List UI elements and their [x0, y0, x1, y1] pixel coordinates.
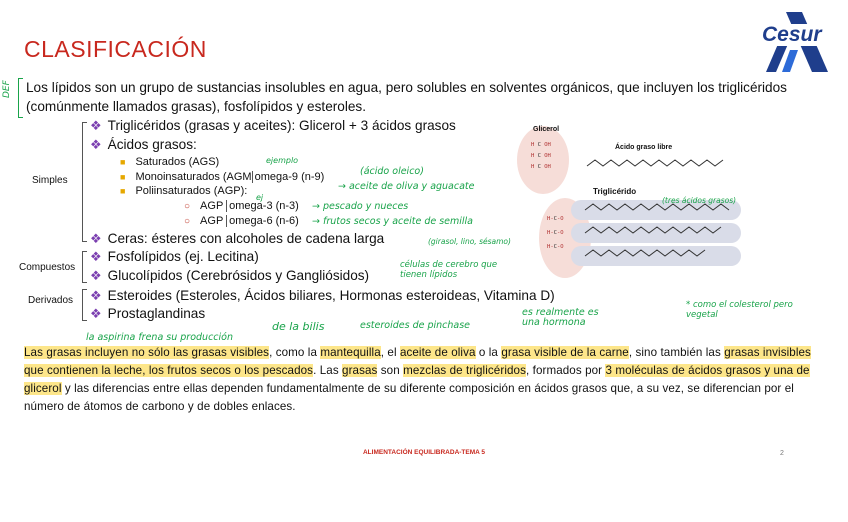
logo-text: Cesur [762, 23, 822, 46]
note-bilis: de la bilis [272, 320, 325, 333]
paragraph-text: , sino también las [628, 346, 725, 359]
bullet-glucolipidos: ❖ Glucolípidos (Cerebrósidos y Gangliósidos) [90, 268, 370, 283]
paragraph-text: o la [475, 346, 502, 359]
diagram-acido-libre-label: Ácido graso libre [615, 144, 673, 151]
paragraph-text: son [377, 364, 404, 377]
diamond-icon: ❖ [90, 268, 102, 283]
bullet-esteroides: ❖ Esteroides (Esteroles, Ácidos biliares, Hormonas esteroideas, Vitamina D) [90, 288, 555, 303]
label-compuestos: Compuestos [19, 262, 76, 273]
paragraph-text: , como la [269, 346, 321, 359]
circle-bullet-icon: ○ [184, 216, 191, 227]
note-pinchase: esteroides de pinchase [360, 320, 471, 331]
note-tres-acidos: (tres ácidos grasos) [662, 196, 737, 205]
highlighted-text: aceite de oliva [399, 346, 476, 359]
paragraph-text: . Las [313, 364, 343, 377]
diagram-trigliceridos-label: Triglicérido [593, 187, 637, 196]
highlighted-text: mezclas de triglicéridos [403, 364, 526, 377]
sub-agp-omega3: ○ AGP omega-3 (n-3) [184, 200, 299, 212]
square-bullet-icon: ■ [120, 157, 126, 167]
square-bullet-icon: ■ [120, 172, 126, 182]
cesur-logo [756, 10, 830, 74]
sub-agp-omega6: ○ AGP omega-6 (n-6) [184, 215, 299, 227]
paragraph-text: y las diferencias entre ellas dependen fundamentalmente de su diferente composición en ácidos grasos que, a su vez, se diferencian por el número de átomos de carbono y de dobles enlaces. [24, 382, 794, 413]
glicerol-structure: H C OH H C OH H C OH [531, 142, 551, 170]
diamond-icon: ❖ [90, 306, 102, 321]
diamond-icon: ❖ [90, 288, 102, 303]
note-ej3: ej [256, 193, 264, 202]
trigliceridos-glycerol-backbone: H-C-O H-C-O H-C-O [547, 216, 564, 250]
note-ejemplo: ejemplo [266, 156, 299, 165]
circle-bullet-icon: ○ [184, 201, 191, 212]
highlighted-text: grasas [342, 364, 378, 377]
highlighted-text: grasa visible de la carne [501, 346, 629, 359]
bullet-acidos: ❖ Ácidos grasos: [90, 137, 197, 152]
intro-text: Los lípidos son un grupo de sustancias insolubles en agua, pero solubles en solventes orgánicos, que incluyen los triglicéridos (comúnmente llamados grasas), fosfolípidos y esteroles. [26, 80, 787, 114]
bullet-prostaglandinas: ❖ Prostaglandinas [90, 306, 206, 321]
body-paragraph [24, 344, 824, 416]
square-bullet-icon: ■ [120, 186, 126, 196]
bullet-trigliceridos: ❖ Triglicéridos (grasas y aceites): Glicerol + 3 ácidos grasos [90, 118, 456, 133]
note-pescado: → pescado y nueces [312, 201, 409, 212]
diamond-icon: ❖ [90, 137, 102, 152]
sub-saturados: ■ Saturados (AGS) [120, 156, 220, 168]
note-hormona: es realmente es una hormona [522, 307, 599, 328]
simples-bracket [82, 122, 87, 242]
sub-mono: ■ Monoinsaturados (AGM omega-9 (n-9) [120, 171, 325, 183]
note-aceite-oliva: → aceite de oliva y aguacate [338, 181, 475, 192]
intro-bracket [18, 78, 23, 118]
label-derivados: Derivados [28, 295, 74, 306]
page-title: CLASIFICACIÓN [24, 36, 207, 62]
highlighted-text: grasas invisibles que contienen la leche, los frutos secos o los pescados [24, 346, 811, 377]
diamond-icon: ❖ [90, 249, 102, 264]
label-simples: Simples [32, 175, 68, 186]
page-number: 2 [780, 450, 784, 457]
note-frutos: → frutos secos y aceite de semilla [312, 216, 473, 227]
note-colesterol: * como el colesterol pero vegetal [686, 300, 793, 320]
highlighted-text: Las grasas incluyen no sólo las grasas visibles [24, 346, 270, 359]
paragraph-text: , el [380, 346, 400, 359]
sub-poli: ■ Poliinsaturados (AGP): [120, 185, 248, 197]
highlighted-text: mantequilla [320, 346, 381, 359]
diamond-icon: ❖ [90, 231, 102, 246]
note-girasol: (girasol, lino, sésamo) [428, 237, 511, 246]
footer-text: ALIMENTACIÓN EQUILIBRADA-TEMA 5 [362, 449, 486, 456]
note-acido-oleico: (ácido oleico) [360, 166, 424, 177]
derivados-bracket [82, 289, 87, 321]
margin-note: DEF [2, 80, 12, 98]
diamond-icon: ❖ [90, 118, 102, 133]
note-aspirina: la aspirina frena su producción [86, 332, 233, 343]
diagram-glicerol-label: Glicerol [533, 126, 560, 133]
paragraph-text: , formados por [525, 364, 606, 377]
bullet-fosfolipidos: ❖ Fosfolípidos (ej. Lecitina) [90, 249, 259, 264]
compuestos-bracket [82, 251, 87, 283]
bullet-ceras: ❖ Ceras: ésteres con alcoholes de cadena larga [90, 231, 385, 246]
note-celulas: células de cerebro que tienen lípidos [400, 260, 498, 280]
highlighted-text: 3 moléculas de ácidos grasos y una de glicerol [24, 364, 810, 395]
